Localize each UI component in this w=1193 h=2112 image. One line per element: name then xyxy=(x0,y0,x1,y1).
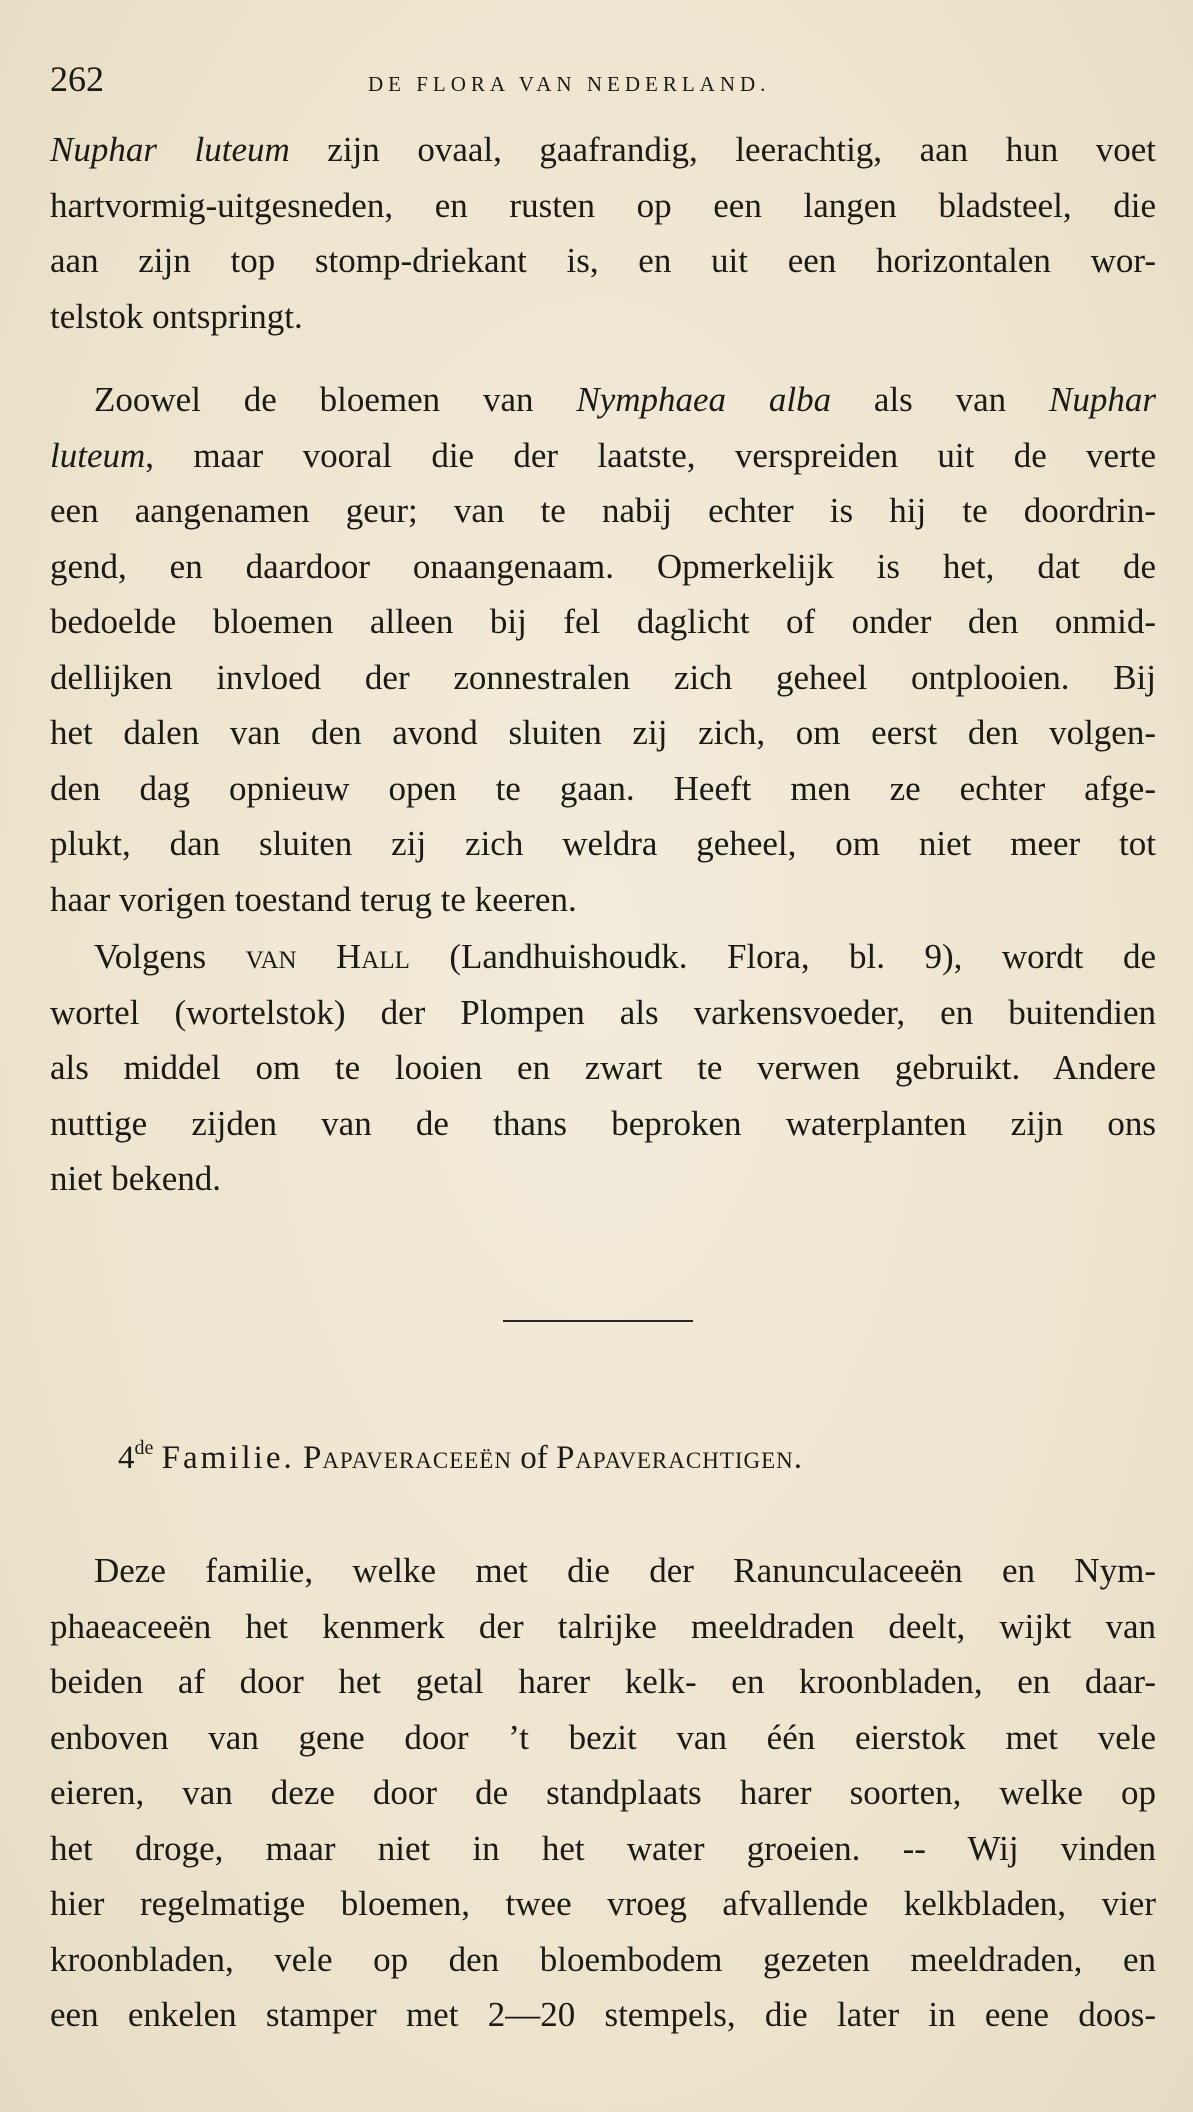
family-of: of xyxy=(511,1440,556,1476)
text-line: hier regelmatige bloemen, twee vroeg afvallende kelkbladen, vier xyxy=(50,1884,1156,1923)
paragraph-continuation xyxy=(50,122,1156,344)
text-line: het dalen van den avond sluiten zij zich, om eerst den volgen- xyxy=(50,713,1156,752)
text-line xyxy=(50,372,1156,428)
text-line: een enkelen stamper met 2—20 stempels, die later in eene doos- xyxy=(50,1995,1156,2034)
text-line: eieren, van deze door de standplaats harer soorten, welke op xyxy=(50,1773,1156,1812)
species-name: Nuphar luteum xyxy=(50,130,290,169)
family-ordinal-suffix: de xyxy=(134,1437,154,1459)
family-label: Familie. xyxy=(161,1440,295,1476)
page-header xyxy=(50,58,1140,108)
paragraph-fragrance xyxy=(50,372,1156,927)
text-line: beiden af door het getal harer kelk- en kroonbladen, en daar- xyxy=(50,1662,1156,1701)
text-line: haar vorigen toestand terug te keeren. xyxy=(50,879,577,919)
family-name-dutch: Papaverachtigen. xyxy=(555,1440,804,1476)
line-text: zijn ovaal, gaafrandig, leerachtig, aan hun voet xyxy=(289,130,1156,169)
text-line: dellijken invloed der zonnestralen zich geheel ontplooien. Bij xyxy=(50,657,1156,697)
species-name: luteum xyxy=(50,435,146,475)
page-number: 262 xyxy=(50,59,104,99)
text-line: bedoelde bloemen alleen bij fel daglicht of onder den onmid- xyxy=(50,602,1156,641)
line-text: Zoowel de bloemen van xyxy=(94,380,577,419)
line-text: Volgens xyxy=(94,937,246,976)
species-name: Nuphar xyxy=(1049,380,1156,419)
text-line: kroonbladen, vele op den bloembodem gezeten meeldraden, en xyxy=(50,1939,1156,1979)
text-line: hartvormig-uitgesneden, en rusten op een langen bladsteel, die xyxy=(50,185,1156,225)
text-line: den dag opnieuw open te gaan. Heeft men ze echter afge- xyxy=(50,768,1156,808)
text-line: als middel om te looien en zwart te verwen gebruikt. Andere xyxy=(50,1048,1156,1087)
text-line xyxy=(50,929,1156,985)
text-line: telstok ontspringt. xyxy=(50,296,303,336)
text-line: gend, en daardoor onaangenaam. Opmerkelijk is het, dat de xyxy=(50,546,1156,586)
line-text: (Landhuishoudk. Flora, bl. 9), wordt de xyxy=(409,937,1156,976)
text-line: aan zijn top stomp-driekant is, en uit een horizontalen wor- xyxy=(50,241,1156,280)
text-line xyxy=(50,428,1156,484)
paragraph-uses xyxy=(50,929,1156,1207)
author-name: van Hall xyxy=(245,937,410,976)
text-line: phaeaceeën het kenmerk der talrijke meeldraden deelt, wijkt van xyxy=(50,1606,1156,1646)
section-divider xyxy=(503,1320,693,1322)
text-line xyxy=(50,122,1156,178)
paragraph-family-description xyxy=(50,1543,1156,2043)
line-text: als van xyxy=(831,380,1050,419)
text-line: plukt, dan sluiten zij zich weldra geheel, om niet meer tot xyxy=(50,824,1156,863)
running-title: DE FLORA VAN NEDERLAND. xyxy=(368,72,771,96)
text-line: Deze familie, welke met die der Ranunculaceeën en Nym- xyxy=(94,1551,1156,1590)
family-heading xyxy=(118,1437,803,1477)
text-line: wortel (wortelstok) der Plompen als varkensvoeder, en buitendien xyxy=(50,992,1156,1032)
text-line: een aangenamen geur; van te nabij echter is hij te doordrin- xyxy=(50,491,1156,530)
family-ordinal: 4 xyxy=(118,1440,135,1476)
text-line: het droge, maar niet in het water groeien. -- Wij vinden xyxy=(50,1828,1156,1868)
species-name: Nymphaea alba xyxy=(576,380,832,419)
text-line: enboven van gene door ’t bezit van één eierstok met vele xyxy=(50,1717,1156,1757)
family-name-latin: Papaveraceeën xyxy=(302,1440,512,1476)
text-line: nuttige zijden van de thans beproken waterplanten zijn ons xyxy=(50,1103,1156,1143)
line-text: , maar vooral die der laatste, verspreiden uit de verte xyxy=(145,435,1156,475)
text-line: niet bekend. xyxy=(50,1159,222,1198)
